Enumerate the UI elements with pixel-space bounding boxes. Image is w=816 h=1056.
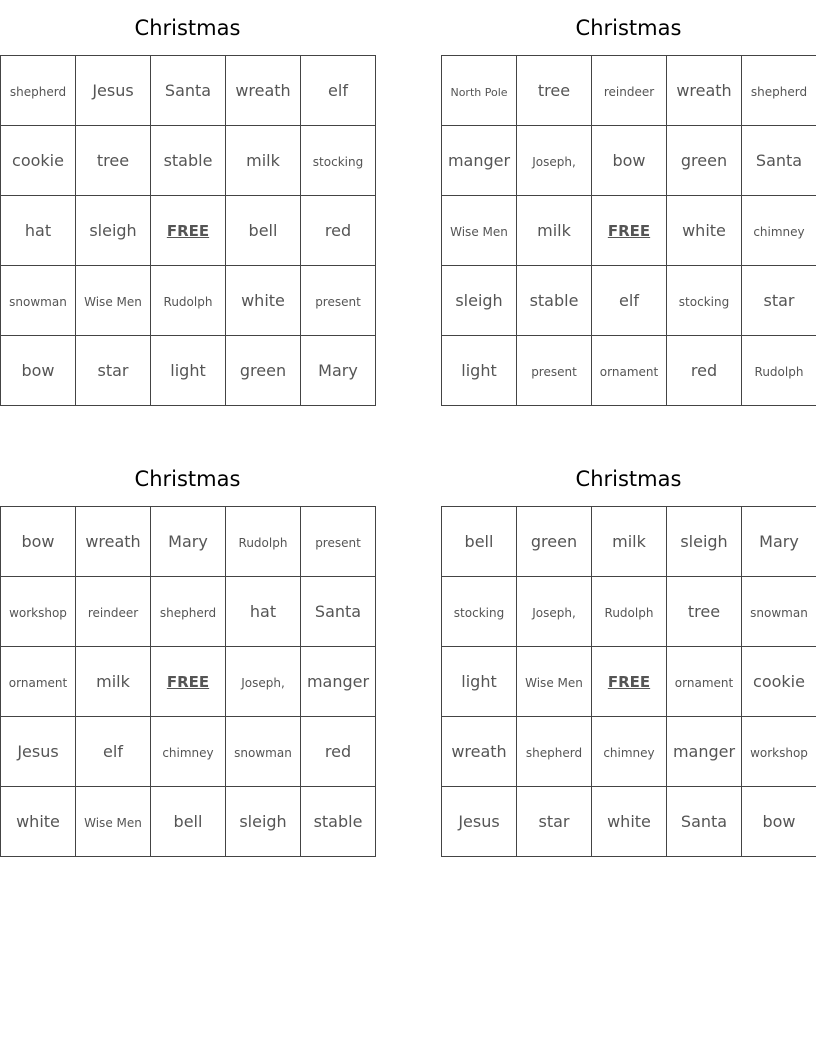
bingo-cell: [742, 126, 816, 196]
bingo-cell: [1, 56, 76, 126]
bingo-cell: [76, 577, 151, 647]
bingo-cell: [226, 56, 301, 126]
bingo-word: wreath: [235, 81, 291, 100]
bingo-word: bell: [464, 532, 494, 551]
bingo-cell: [1, 126, 76, 196]
bingo-word: Mary: [168, 532, 208, 551]
bingo-word: chimney: [162, 746, 214, 760]
bingo-row: [442, 507, 816, 577]
bingo-word: Rudolph: [604, 606, 654, 620]
bingo-cell: [301, 56, 376, 126]
bingo-word: white: [682, 221, 726, 240]
bingo-row: [1, 266, 376, 336]
bingo-word: North Pole: [450, 86, 508, 99]
bingo-word: Wise Men: [450, 225, 508, 239]
free-space-cell: [592, 647, 667, 717]
bingo-cell: [301, 787, 376, 857]
bingo-cell: [226, 196, 301, 266]
bingo-cell: [742, 507, 816, 577]
bingo-word: bow: [762, 812, 796, 831]
bingo-word: Santa: [164, 81, 212, 100]
bingo-cell: [592, 336, 667, 406]
bingo-row: [442, 717, 816, 787]
bingo-cell: [442, 577, 517, 647]
bingo-cell: [667, 787, 742, 857]
bingo-word: chimney: [753, 225, 805, 239]
bingo-word: manger: [672, 742, 736, 761]
bingo-word: light: [461, 361, 497, 380]
bingo-cell: [1, 336, 76, 406]
bingo-row: [442, 647, 816, 717]
bingo-word: sleigh: [239, 812, 287, 831]
bingo-word: green: [680, 151, 728, 170]
bingo-word: star: [538, 812, 570, 831]
bingo-word: reindeer: [87, 606, 139, 620]
bingo-grid: [0, 55, 376, 406]
bingo-word: Rudolph: [754, 365, 804, 379]
bingo-cell: [151, 56, 226, 126]
bingo-word: chimney: [603, 746, 655, 760]
bingo-word: stocking: [312, 155, 364, 169]
bingo-cell: [667, 336, 742, 406]
bingo-cell: [742, 717, 816, 787]
bingo-word: star: [97, 361, 129, 380]
bingo-word: star: [763, 291, 795, 310]
bingo-word: Santa: [755, 151, 803, 170]
bingo-cell: [517, 266, 592, 336]
bingo-cell: [301, 577, 376, 647]
bingo-word: Wise Men: [84, 295, 142, 309]
card-title: Christmas: [575, 16, 682, 40]
bingo-grid: [441, 55, 816, 406]
bingo-word: sleigh: [89, 221, 137, 240]
bingo-row: [442, 787, 816, 857]
card-title: Christmas: [575, 467, 682, 491]
bingo-word: ornament: [8, 676, 68, 690]
bingo-word: bell: [173, 812, 203, 831]
bingo-cell: [442, 787, 517, 857]
bingo-cell: [301, 647, 376, 717]
bingo-word: Wise Men: [525, 676, 583, 690]
bingo-word: red: [324, 742, 352, 761]
bingo-row: [442, 336, 816, 406]
bingo-cell: [667, 196, 742, 266]
card-title: Christmas: [134, 467, 241, 491]
bingo-cell: [76, 717, 151, 787]
bingo-cell: [517, 336, 592, 406]
bingo-word: Jesus: [458, 812, 500, 831]
bingo-word: white: [607, 812, 651, 831]
bingo-row: [442, 577, 816, 647]
bingo-cell: [667, 577, 742, 647]
bingo-cell: [517, 577, 592, 647]
bingo-cell: [517, 56, 592, 126]
bingo-word: ornament: [599, 365, 659, 379]
bingo-cell: [667, 647, 742, 717]
bingo-cell: [442, 507, 517, 577]
bingo-cell: [442, 266, 517, 336]
bingo-cell: [151, 336, 226, 406]
bingo-word: snowman: [234, 746, 292, 760]
bingo-cell: [742, 647, 816, 717]
bingo-cell: [517, 126, 592, 196]
bingo-cell: [592, 507, 667, 577]
bingo-word: stocking: [678, 295, 730, 309]
bingo-cell: [742, 266, 816, 336]
bingo-cell: [301, 717, 376, 787]
bingo-word: workshop: [750, 746, 808, 760]
bingo-word: wreath: [451, 742, 507, 761]
bingo-cell: [667, 266, 742, 336]
bingo-word: Rudolph: [163, 295, 213, 309]
bingo-word: milk: [537, 221, 571, 240]
bingo-cell: [592, 577, 667, 647]
bingo-word: white: [16, 812, 60, 831]
bingo-word: milk: [96, 672, 130, 691]
bingo-row: [1, 56, 376, 126]
bingo-word: snowman: [9, 295, 67, 309]
bingo-cell: [151, 577, 226, 647]
bingo-row: [442, 56, 816, 126]
bingo-cell: [151, 507, 226, 577]
bingo-cell: [76, 336, 151, 406]
free-space-label: FREE: [607, 222, 651, 240]
bingo-row: [1, 336, 376, 406]
bingo-word: elf: [619, 291, 639, 310]
bingo-word: workshop: [9, 606, 67, 620]
bingo-word: shepherd: [9, 85, 67, 99]
bingo-word: sleigh: [455, 291, 503, 310]
bingo-cell: [76, 196, 151, 266]
bingo-word: snowman: [750, 606, 808, 620]
bingo-cell: [442, 336, 517, 406]
bingo-cell: [742, 56, 816, 126]
bingo-row: [1, 507, 376, 577]
free-space-label: FREE: [166, 222, 210, 240]
bingo-word: wreath: [676, 81, 732, 100]
bingo-word: manger: [447, 151, 511, 170]
bingo-word: red: [324, 221, 352, 240]
bingo-cell: [667, 126, 742, 196]
bingo-cell: [1, 196, 76, 266]
bingo-cell: [442, 647, 517, 717]
bingo-cell: [667, 56, 742, 126]
bingo-cell: [442, 126, 517, 196]
bingo-word: milk: [612, 532, 646, 551]
bingo-cell: [301, 126, 376, 196]
bingo-word: Joseph,: [241, 676, 285, 690]
bingo-row: [1, 787, 376, 857]
bingo-word: present: [315, 536, 361, 550]
bingo-word: green: [239, 361, 287, 380]
bingo-cell: [1, 717, 76, 787]
bingo-row: [442, 196, 816, 266]
bingo-word: shepherd: [159, 606, 217, 620]
bingo-word: stable: [529, 291, 579, 310]
free-space-label: FREE: [166, 673, 210, 691]
bingo-word: Santa: [680, 812, 728, 831]
card-title: Christmas: [134, 16, 241, 40]
bingo-word: bell: [248, 221, 278, 240]
bingo-cell: [76, 126, 151, 196]
bingo-word: Jesus: [17, 742, 59, 761]
bingo-cell: [1, 577, 76, 647]
bingo-cell: [76, 266, 151, 336]
free-space-cell: [151, 196, 226, 266]
bingo-word: present: [531, 365, 577, 379]
bingo-cell: [76, 647, 151, 717]
bingo-word: Rudolph: [238, 536, 288, 550]
bingo-word: tree: [687, 602, 721, 621]
bingo-word: cookie: [12, 151, 64, 170]
bingo-cell: [1, 507, 76, 577]
bingo-word: ornament: [674, 676, 734, 690]
bingo-word: tree: [96, 151, 130, 170]
bingo-cell: [517, 507, 592, 577]
bingo-word: manger: [306, 672, 370, 691]
bingo-cell: [517, 787, 592, 857]
bingo-cell: [592, 787, 667, 857]
bingo-cell: [517, 717, 592, 787]
bingo-cell: [226, 126, 301, 196]
bingo-cell: [226, 336, 301, 406]
bingo-word: Mary: [759, 532, 799, 551]
bingo-cell: [1, 647, 76, 717]
bingo-word: bow: [21, 361, 55, 380]
bingo-word: stable: [313, 812, 363, 831]
bingo-row: [442, 126, 816, 196]
bingo-cell: [76, 787, 151, 857]
bingo-cell: [592, 126, 667, 196]
bingo-word: Mary: [318, 361, 358, 380]
bingo-word: stocking: [453, 606, 505, 620]
bingo-cell: [742, 336, 816, 406]
bingo-word: reindeer: [603, 85, 655, 99]
bingo-word: tree: [537, 81, 571, 100]
bingo-cell: [151, 126, 226, 196]
bingo-cell: [226, 787, 301, 857]
bingo-word: Joseph,: [532, 606, 576, 620]
free-space-label: FREE: [607, 673, 651, 691]
bingo-word: Santa: [314, 602, 362, 621]
bingo-word: bow: [612, 151, 646, 170]
bingo-word: elf: [328, 81, 348, 100]
bingo-word: Jesus: [92, 81, 134, 100]
bingo-word: sleigh: [680, 532, 728, 551]
bingo-cell: [667, 507, 742, 577]
bingo-word: light: [461, 672, 497, 691]
bingo-cell: [76, 56, 151, 126]
bingo-word: milk: [246, 151, 280, 170]
bingo-word: hat: [24, 221, 52, 240]
bingo-word: present: [315, 295, 361, 309]
bingo-row: [1, 647, 376, 717]
bingo-word: red: [690, 361, 718, 380]
bingo-cell: [442, 717, 517, 787]
bingo-cell: [517, 647, 592, 717]
bingo-word: Joseph,: [532, 155, 576, 169]
bingo-word: white: [241, 291, 285, 310]
bingo-cell: [226, 507, 301, 577]
bingo-word: elf: [103, 742, 123, 761]
bingo-cell: [1, 266, 76, 336]
bingo-cell: [301, 507, 376, 577]
bingo-word: green: [530, 532, 578, 551]
free-space-cell: [151, 647, 226, 717]
bingo-cell: [442, 196, 517, 266]
free-space-cell: [592, 196, 667, 266]
bingo-row: [1, 126, 376, 196]
bingo-cell: [742, 577, 816, 647]
bingo-cell: [742, 196, 816, 266]
bingo-word: Wise Men: [84, 816, 142, 830]
bingo-cell: [742, 787, 816, 857]
bingo-word: wreath: [85, 532, 141, 551]
bingo-word: light: [170, 361, 206, 380]
bingo-grid: [0, 506, 376, 857]
bingo-row: [1, 717, 376, 787]
bingo-word: cookie: [753, 672, 805, 691]
bingo-row: [442, 266, 816, 336]
bingo-cell: [592, 266, 667, 336]
bingo-cell: [592, 717, 667, 787]
bingo-cell: [151, 266, 226, 336]
bingo-word: shepherd: [525, 746, 583, 760]
bingo-word: stable: [163, 151, 213, 170]
bingo-cell: [226, 577, 301, 647]
bingo-cell: [442, 56, 517, 126]
bingo-cell: [226, 717, 301, 787]
bingo-cell: [226, 647, 301, 717]
bingo-word: hat: [249, 602, 277, 621]
bingo-cell: [667, 717, 742, 787]
bingo-cell: [301, 266, 376, 336]
bingo-cell: [226, 266, 301, 336]
bingo-cell: [151, 717, 226, 787]
bingo-word: bow: [21, 532, 55, 551]
bingo-row: [1, 196, 376, 266]
bingo-cell: [1, 787, 76, 857]
bingo-row: [1, 577, 376, 647]
bingo-cell: [301, 336, 376, 406]
bingo-grid: [441, 506, 816, 857]
bingo-cell: [592, 56, 667, 126]
bingo-cell: [517, 196, 592, 266]
bingo-cell: [151, 787, 226, 857]
bingo-cell: [76, 507, 151, 577]
bingo-word: shepherd: [750, 85, 808, 99]
bingo-cell: [301, 196, 376, 266]
